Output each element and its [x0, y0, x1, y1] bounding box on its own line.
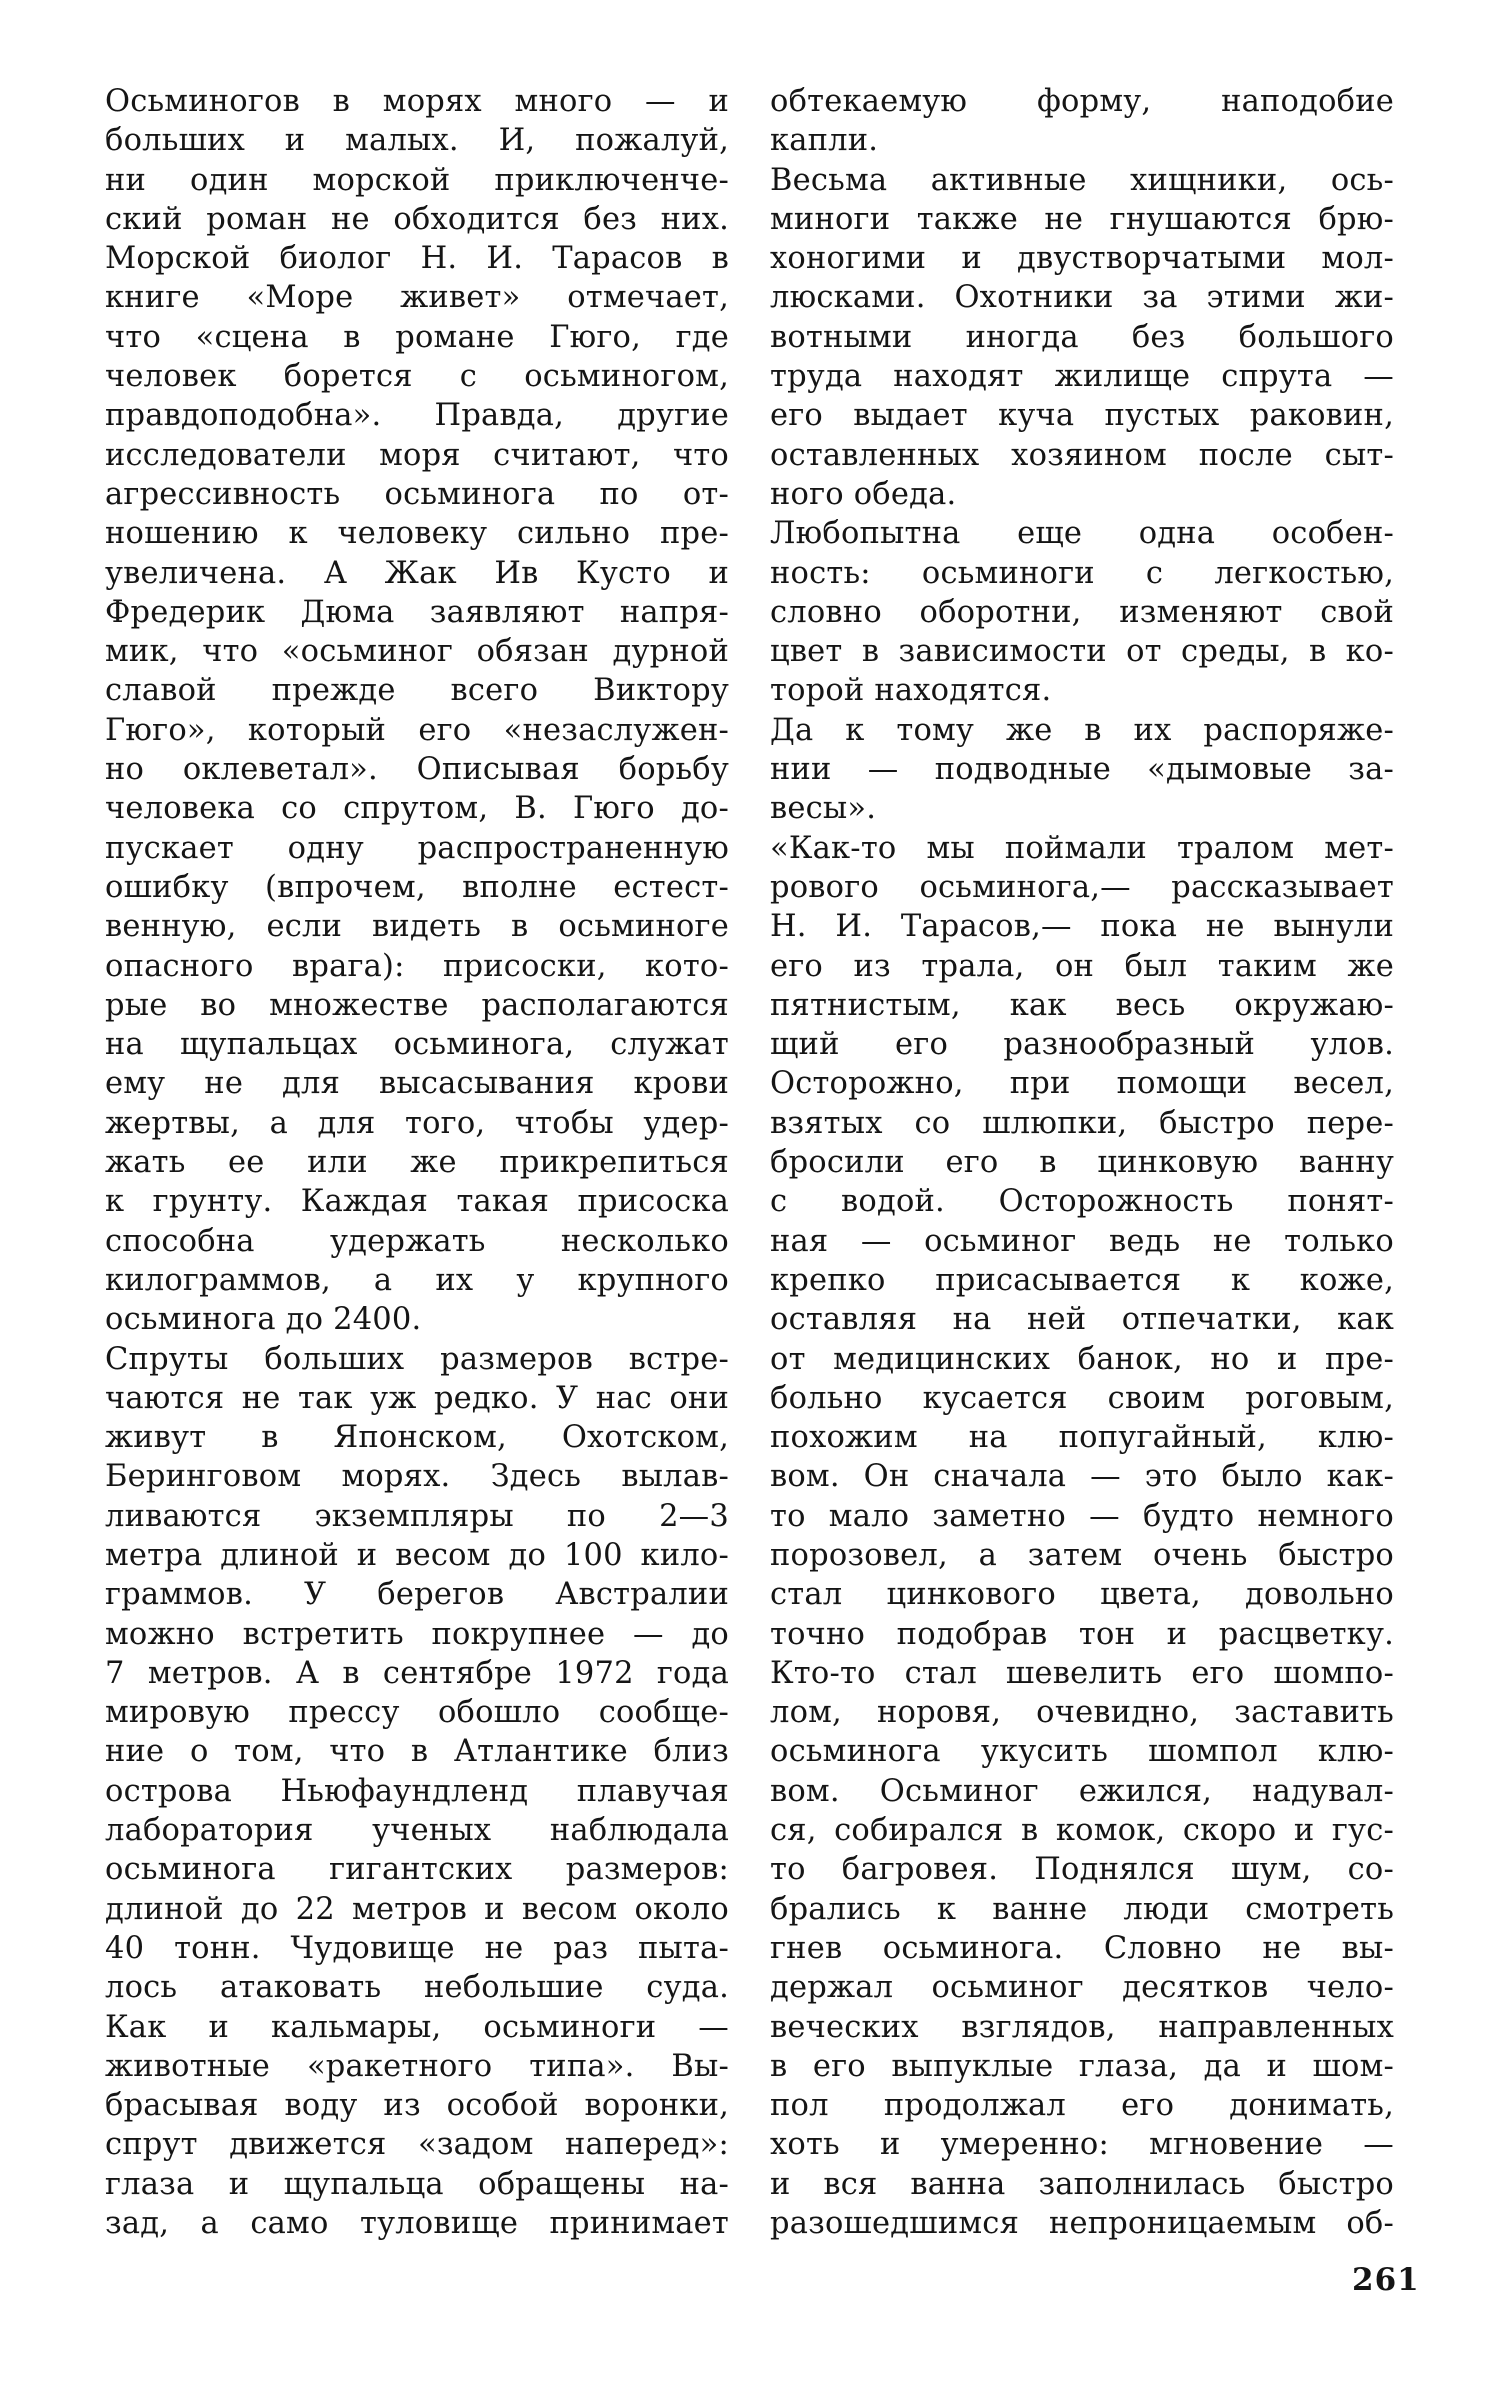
text-line: глаза и щупальца обращены на-	[105, 2166, 729, 2202]
text-line: порозовел, а затем очень быстро	[770, 1537, 1394, 1573]
text-line: стал цинкового цвета, довольно	[770, 1577, 1394, 1613]
text-line: его выдает куча пустых раковин,	[770, 398, 1394, 434]
text-line: держал осьминог десятков чело-	[770, 1970, 1394, 2006]
text-line: жертвы, а для того, чтобы удер-	[105, 1105, 729, 1141]
text-line: то мало заметно — будто немного	[770, 1498, 1394, 1534]
text-line: оставленных хозяином после сыт-	[770, 437, 1394, 473]
text-line: веческих взглядов, направленных	[770, 2009, 1394, 2045]
text-line: миноги также не гнушаются брю-	[770, 201, 1394, 237]
text-line: вом. Он сначала — это было как-	[770, 1459, 1394, 1495]
text-line: ему не для высасывания крови	[105, 1066, 729, 1102]
text-line: вом. Осьминог ежился, надувал-	[770, 1773, 1394, 1809]
text-line: пускает одну распространенную	[105, 830, 729, 866]
text-line: острова Ньюфаундленд плавучая	[105, 1773, 729, 1809]
text-line: брасывая воду из особой воронки,	[105, 2088, 729, 2124]
text-line: можно встретить покрупнее — до	[105, 1616, 729, 1652]
text-line: весы».	[770, 791, 877, 827]
text-line: мировую прессу обошло сообще-	[105, 1695, 729, 1731]
text-line: разошедшимся непроницаемым об-	[770, 2206, 1394, 2242]
text-line: килограммов, а их у крупного	[105, 1262, 729, 1298]
text-line: и вся ванна заполнилась быстро	[770, 2166, 1394, 2202]
text-line: увеличена. А Жак Ив Кусто и	[105, 555, 729, 591]
text-line: «Как-то мы поймали тралом мет-	[770, 830, 1394, 866]
text-line: с водой. Осторожность понят-	[770, 1184, 1394, 1220]
text-line: Как и кальмары, осьминоги —	[105, 2009, 729, 2045]
text-line: Спруты больших размеров встре-	[105, 1341, 729, 1377]
text-line: 7 метров. А в сентябре 1972 года	[105, 1655, 729, 1691]
text-line: 40 тонн. Чудовище не раз пыта-	[105, 1930, 729, 1966]
text-line: ношению к человеку сильно пре-	[105, 516, 729, 552]
text-line: обтекаемую форму, наподобие	[770, 84, 1394, 119]
text-line: человек борется с осьминогом,	[105, 359, 729, 395]
text-line: Гюго», который его «незаслужен-	[105, 712, 729, 748]
text-line: осьминога укусить шомпол клю-	[770, 1734, 1394, 1770]
right-column	[770, 82, 1394, 2243]
text-line: человека со спрутом, В. Гюго до-	[105, 791, 729, 827]
text-line: что «сцена в романе Гюго, где	[105, 319, 729, 355]
text-line: славой прежде всего Виктору	[105, 673, 729, 709]
text-line: ного обеда.	[770, 476, 957, 512]
text-line: от медицинских банок, но и пре-	[770, 1341, 1394, 1377]
text-line: но оклеветал». Описывая борьбу	[105, 752, 729, 788]
text-line: то багровея. Поднялся шум, со-	[770, 1852, 1394, 1888]
text-line: бросили его в цинковую ванну	[770, 1145, 1394, 1181]
text-line: ность: осьминоги с легкостью,	[770, 555, 1394, 591]
text-line: вотными иногда без большого	[770, 319, 1394, 355]
text-line: ошибку (впрочем, вполне естест-	[105, 869, 729, 905]
text-line: ная — осьминог ведь не только	[770, 1223, 1394, 1259]
text-line: способна удержать несколько	[105, 1223, 729, 1259]
text-line: нии — подводные «дымовые за-	[770, 752, 1394, 788]
text-line: ся, собирался в комок, скоро и гус-	[770, 1813, 1394, 1849]
text-line: метра длиной и весом до 100 кило-	[105, 1537, 729, 1573]
text-line: ние о том, что в Атлантике близ	[105, 1734, 729, 1770]
text-line: Фредерик Дюма заявляют напря-	[105, 594, 729, 630]
text-line: Осьминогов в морях много — и	[105, 84, 729, 119]
text-line: рового осьминога,— рассказывает	[770, 869, 1394, 905]
text-line: к грунту. Каждая такая присоска	[105, 1184, 729, 1220]
text-line: похожим на попугайный, клю-	[770, 1420, 1394, 1456]
text-line: агрессивность осьминога по от-	[105, 476, 729, 512]
text-line: Весьма активные хищники, ось-	[770, 162, 1394, 198]
text-line: точно подобрав тон и расцветку.	[770, 1616, 1394, 1652]
text-line: больших и малых. И, пожалуй,	[105, 123, 729, 159]
text-line: хоногими и двустворчатыми мол-	[770, 241, 1394, 277]
text-line: цвет в зависимости от среды, в ко-	[770, 634, 1394, 670]
text-line: ни один морской приключенче-	[105, 162, 729, 198]
text-line: больно кусается своим роговым,	[770, 1380, 1394, 1416]
text-line: хоть и умеренно: мгновение —	[770, 2127, 1394, 2163]
text-line: Осторожно, при помощи весел,	[770, 1066, 1394, 1102]
text-line: осьминога до 2400.	[105, 1302, 422, 1338]
text-line: лось атаковать небольшие суда.	[105, 1970, 729, 2006]
page-number: 261	[1352, 2262, 1420, 2298]
text-line: брались к ванне люди смотреть	[770, 1891, 1394, 1927]
text-line: его из трала, он был таким же	[770, 948, 1394, 984]
text-line: словно оборотни, изменяют свой	[770, 594, 1394, 630]
text-line: гнев осьминога. Словно не вы-	[770, 1930, 1394, 1966]
text-line: крепко присасывается к коже,	[770, 1262, 1394, 1298]
text-line: Любопытна еще одна особен-	[770, 516, 1394, 552]
text-line: животные «ракетного типа». Вы-	[105, 2048, 729, 2084]
text-line: оставляя на ней отпечатки, как	[770, 1302, 1394, 1338]
text-line: лаборатория ученых наблюдала	[105, 1813, 729, 1849]
text-line: спрут движется «задом наперед»:	[105, 2127, 729, 2163]
text-line: в его выпуклые глаза, да и шом-	[770, 2048, 1394, 2084]
text-line: мик, что «осьминог обязан дурной	[105, 634, 729, 670]
text-line: живут в Японском, Охотском,	[105, 1420, 729, 1456]
text-line: Да к тому же в их распоряже-	[770, 712, 1394, 748]
text-line: Кто-то стал шевелить его шомпо-	[770, 1655, 1394, 1691]
text-line: зад, а само туловище принимает	[105, 2206, 729, 2242]
text-line: венную, если видеть в осьминоге	[105, 909, 729, 945]
text-line: пятнистым, как весь окружаю-	[770, 987, 1394, 1023]
text-line: торой находятся.	[770, 673, 1052, 709]
left-column	[105, 82, 729, 2243]
text-line: капли.	[770, 123, 879, 159]
text-line: исследователи моря считают, что	[105, 437, 729, 473]
text-line: на щупальцах осьминога, служат	[105, 1027, 729, 1063]
text-line: правдоподобна». Правда, другие	[105, 398, 729, 434]
text-line: Морской биолог Н. И. Тарасов в	[105, 241, 729, 277]
text-line: Н. И. Тарасов,— пока не вынули	[770, 909, 1394, 945]
text-line: книге «Море живет» отмечает,	[105, 280, 729, 316]
text-line: рые во множестве располагаются	[105, 987, 729, 1023]
text-line: чаются не так уж редко. У нас они	[105, 1380, 729, 1416]
text-line: люсками. Охотники за этими жи-	[770, 280, 1394, 316]
text-line: осьминога гигантских размеров:	[105, 1852, 729, 1888]
text-line: лом, норовя, очевидно, заставить	[770, 1695, 1394, 1731]
text-line: длиной до 22 метров и весом около	[105, 1891, 729, 1927]
text-line: граммов. У берегов Австралии	[105, 1577, 729, 1613]
text-line: ливаются экземпляры по 2—3	[105, 1498, 729, 1534]
text-line: жать ее или же прикрепиться	[105, 1145, 729, 1181]
text-line: ский роман не обходится без них.	[105, 201, 729, 237]
text-line: взятых со шлюпки, быстро пере-	[770, 1105, 1394, 1141]
text-line: труда находят жилище спрута —	[770, 359, 1394, 395]
text-line: Беринговом морях. Здесь вылав-	[105, 1459, 729, 1495]
text-line: щий его разнообразный улов.	[770, 1027, 1394, 1063]
text-line: пол продолжал его донимать,	[770, 2088, 1394, 2124]
text-line: опасного врага): присоски, кото-	[105, 948, 729, 984]
